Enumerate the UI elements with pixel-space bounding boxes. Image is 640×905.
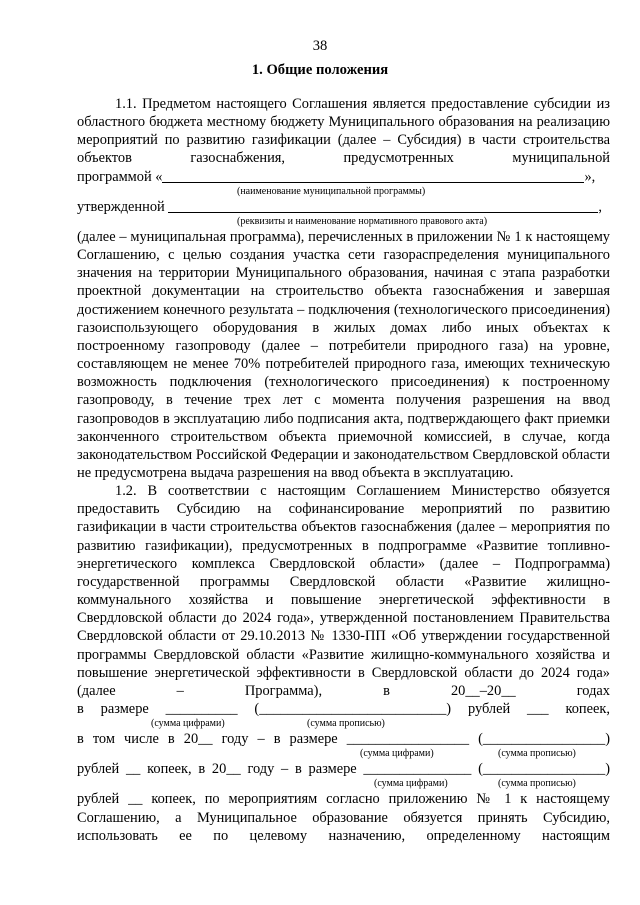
size-line: в размере __________ (__________________________) рублей ___ копеек, xyxy=(77,701,610,717)
paragraph-1-1-body: (далее – муниципальная программа), перечисленных в приложении № 1 к настоящему Соглашению, с целью создания участка сети газораспределения муниципального значения на территории Муниципального образования, начиная с этапа разработки проектной документации на строительство объекта газоснабжения и завершая достижением конечного результата – подключения (технологического присоединения) газоиспользующего оборудования в жилых домах либо иных объектах к построенному газопроводу (далее – потребители природного газа) на уровне, составляющем не менее 70% потребителей природного газа, имеющих техническую возможность подключения (технологического присоединения) к построенному газопроводу, в течение трех лет с момента получения разрешения на ввод газопроводов в эксплуатацию либо подписания акта, подтверждающего факт приемки законченного строительством объекта приемочной комиссией, в случае, когда законодательством Российской Федерации и законодательством Свердловской области не предусмотрена выдача разрешения на ввод объекта в эксплуатацию. xyxy=(77,228,610,481)
caption-sum-words-2: (сумма прописью) xyxy=(498,748,576,760)
program-line xyxy=(77,168,610,186)
document-body xyxy=(77,95,610,845)
caption-sum-digits-3: (сумма цифрами) xyxy=(374,778,448,790)
program-name-blank[interactable] xyxy=(162,168,584,183)
caption-act-details: (реквизиты и наименование нормативного правового акта) xyxy=(237,215,488,227)
caption-sum-digits-2: (сумма цифрами) xyxy=(360,748,434,760)
approved-suffix: , xyxy=(598,198,602,215)
paragraph-1-2-intro: 1.2. В соответствии с настоящим Соглашением Министерство обязуется предоставить Субсидию на софинансирование мероприятий по развитию газификации в части строительства объектов газоснабжения (далее – мероприятия по развитию газификации), предусмотренных в подпрограмме «Развитие топливно-энергетического комплекса Свердловской области» (далее – Подпрограмма) государственной программы Свердловской области «Развитие жилищно-коммунального хозяйства и повышение энергетической эффективности в Свердловской области до 2024 года», утвержденной постановлением Правительства Свердловской области от 29.10.2013 № 1330-ПП «Об утверждении государственной программы Свердловской области «Развитие жилищно-коммунального хозяйства и повышение энергетической эффективности в Свердловской области до 2024 года» (далее – Программа), в 20__–20__ годах xyxy=(77,483,610,699)
rubles-line: рублей __ копеек, в 20__ году – в размере _______________ (_________________) xyxy=(77,761,610,778)
page-number: 38 xyxy=(312,38,328,54)
program-prefix: программой « xyxy=(77,168,163,185)
caption-sum-words-1: (сумма прописью) xyxy=(307,718,385,730)
paragraph-1-2-body: рублей __ копеек, по мероприятиям согласно приложению № 1 к настоящему Соглашению, а Муниципальное образование обязуется принять Субсидию, использовать ее по целевому назначению, определенному настоящим xyxy=(77,791,610,844)
caption-sum-words-3: (сумма прописью) xyxy=(498,778,576,790)
program-suffix: », xyxy=(584,168,596,185)
section-title: 1. Общие положения xyxy=(251,62,389,78)
paragraph-1-1-intro: 1.1. Предметом настоящего Соглашения является предоставление субсидии из областного бюджета местному бюджету Муниципального образования на реализацию мероприятий по развитию газификации (далее – Субсидия) в части строительства объектов газоснабжения, предусмотренных муниципальной xyxy=(77,96,610,167)
act-details-blank[interactable] xyxy=(168,198,598,213)
approved-prefix: утвержденной xyxy=(77,198,165,215)
approved-line xyxy=(77,198,610,216)
caption-program-name: (наименование муниципальной программы) xyxy=(237,185,426,197)
caption-sum-digits-1: (сумма цифрами) xyxy=(151,718,225,730)
including-line: в том числе в 20__ году – в размере _________________ (_________________) xyxy=(77,731,610,748)
